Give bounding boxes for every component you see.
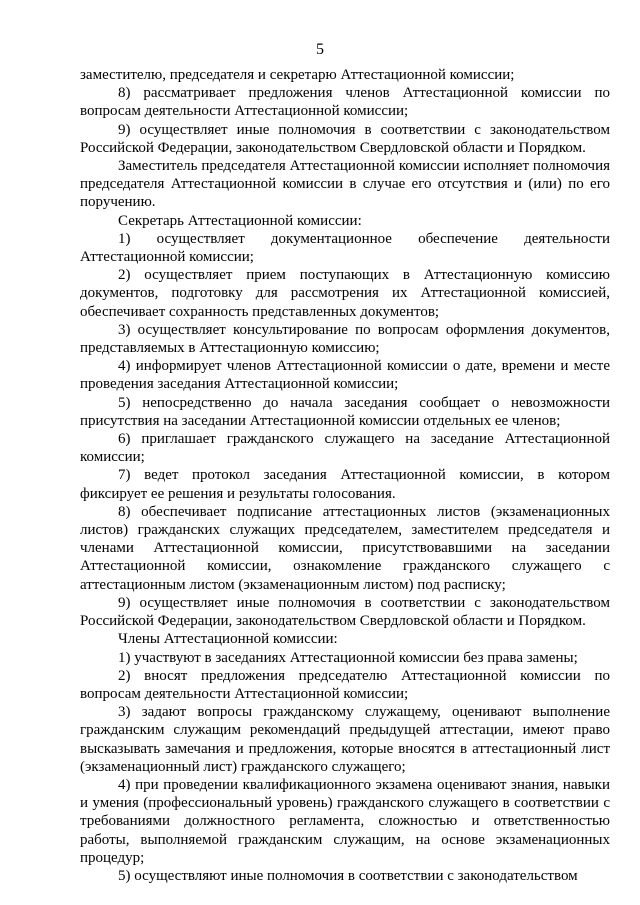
paragraph: 2) вносят предложения председателю Аттестационной комиссии по вопросам деятельности Аттестационной комиссии; xyxy=(80,667,610,702)
paragraph: 2) осуществляет прием поступающих в Аттестационную комиссию документов, подготовку для рассмотрения их Аттестационной комиссией, обеспечивает сохранность представленных документов; xyxy=(80,267,610,320)
paragraph: 5) непосредственно до начала заседания сообщает о невозможности присутствия на заседании Аттестационной комиссии отдельных ее членов; xyxy=(80,394,610,429)
page-number: 5 xyxy=(316,41,324,58)
document-body xyxy=(80,66,610,885)
paragraph: 1) осуществляет документационное обеспечение деятельности Аттестационной комиссии; xyxy=(80,230,610,266)
section-heading: Члены Аттестационной комиссии: xyxy=(118,631,338,648)
paragraph: 9) осуществляет иные полномочия в соответствии с законодательством Российской Федерации, законодательством Свердловской области и Порядком. xyxy=(80,121,610,156)
paragraph: 4) при проведении квалификационного экзамена оценивают знания, навыки и умения (профессиональный уровень) гражданского служащего в соответствии с требованиями должностного регламента, сложностью и ответственностью работы, выполняемой гражданским служащим, на основе экзаменационных процедур; xyxy=(80,776,610,866)
paragraph: 4) информирует членов Аттестационной комиссии о дате, времени и месте проведения заседания Аттестационной комиссии; xyxy=(80,358,610,393)
paragraph: заместителю, председателя и секретарю Аттестационной комиссии; xyxy=(80,67,515,83)
paragraph: 8) обеспечивает подписание аттестационных листов (экзаменационных листов) гражданских служащих председателем, заместителем председателя и членами Аттестационной комиссии, присутствовавшими на заседании Аттестационной комиссии, ознакомление гражданского служащего с аттестационным листом (экзаменационным листом) под расписку; xyxy=(80,503,610,593)
section-heading: Секретарь Аттестационной комиссии: xyxy=(118,212,362,229)
paragraph: 7) ведет протокол заседания Аттестационной комиссии, в котором фиксирует ее решения и результаты голосования. xyxy=(80,467,610,502)
paragraph: 9) осуществляет иные полномочия в соответствии с законодательством Российской Федерации, законодательством Свердловской области и Порядком. xyxy=(80,594,610,630)
paragraph: 5) осуществляют иные полномочия в соответствии с законодательством xyxy=(118,867,578,884)
paragraph: 8) рассматривает предложения членов Аттестационной комиссии по вопросам деятельности Аттестационной комиссии; xyxy=(80,85,610,120)
paragraph: 6) приглашает гражданского служащего на заседание Аттестационной комиссии; xyxy=(80,431,610,466)
paragraph: Заместитель председателя Аттестационной комиссии исполняет полномочия председателя Аттестационной комиссии в случае его отсутствия и (или) по его поручению. xyxy=(80,158,610,211)
paragraph: 3) осуществляет консультирование по вопросам оформления документов, представляемых в Аттестационную комиссию; xyxy=(80,321,610,357)
paragraph: 3) задают вопросы гражданскому служащему, оценивают выполнение гражданским служащим рекомендаций предыдущей аттестации, имеют право высказывать замечания и предложения, которые вносятся в аттестационный лист (экзаменационный лист) гражданского служащего; xyxy=(80,704,610,775)
paragraph: 1) участвуют в заседаниях Аттестационной комиссии без права замены; xyxy=(118,649,578,666)
